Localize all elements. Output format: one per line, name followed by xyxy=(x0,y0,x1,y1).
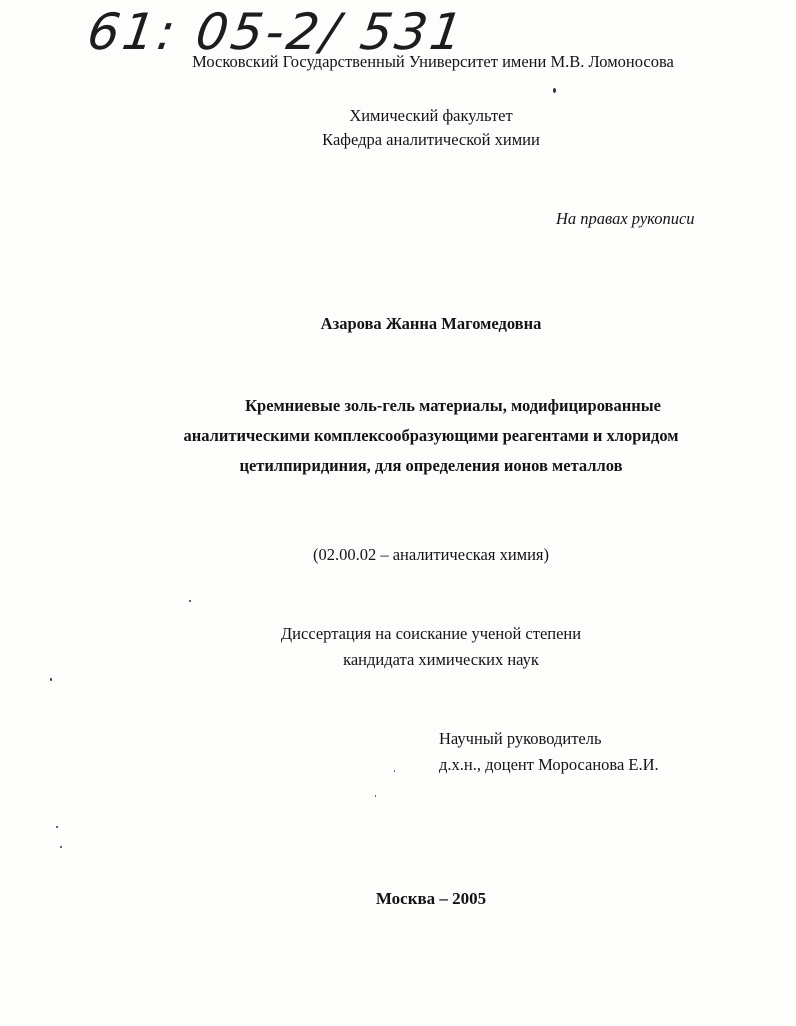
degree-line-1: Диссертация на соискание ученой степени xyxy=(280,624,582,643)
author-name: Азарова Жанна Магомедовна xyxy=(320,314,542,333)
department-name: Кафедра аналитической химии xyxy=(322,130,540,149)
scan-speck xyxy=(375,795,376,797)
scan-speck xyxy=(189,600,191,602)
university-name: Московский Государственный Университет имени М.В. Ломоносова xyxy=(192,52,674,71)
scan-speck xyxy=(553,88,556,93)
supervisor-label: Научный руководитель xyxy=(439,729,602,748)
thesis-title-line-3: цетилпиридиния, для определения ионов металлов xyxy=(239,456,623,475)
thesis-title-line-1: Кремниевые золь-гель материалы, модифицированные xyxy=(245,396,661,415)
supervisor-name: д.х.н., доцент Моросанова Е.И. xyxy=(439,755,659,774)
handwritten-archive-code: 61: 05-2/ 531 xyxy=(83,3,470,61)
scan-speck xyxy=(56,826,58,828)
thesis-title-line-2: аналитическими комплексообразующими реагентами и хлоридом xyxy=(183,426,679,445)
faculty-name: Химический факультет xyxy=(349,106,513,125)
scan-speck xyxy=(60,846,62,848)
rights-note: На правах рукописи xyxy=(556,209,695,228)
city-year: Москва – 2005 xyxy=(375,889,487,908)
scan-speck xyxy=(50,678,52,681)
degree-line-2: кандидата химических наук xyxy=(343,650,539,669)
specialty-code: (02.00.02 – аналитическая химия) xyxy=(312,545,550,564)
scan-speck xyxy=(394,770,395,772)
